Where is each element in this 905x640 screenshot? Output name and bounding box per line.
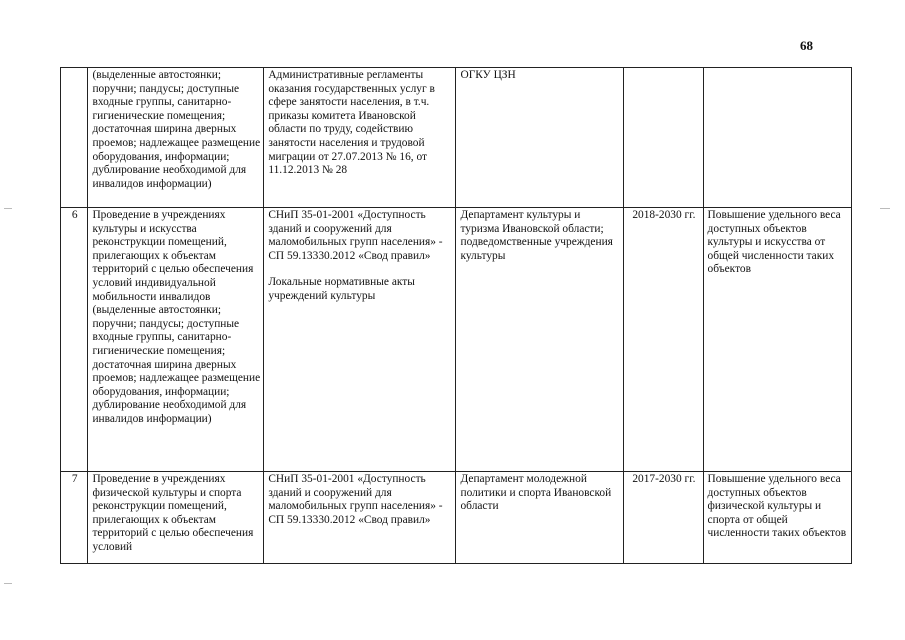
- scan-mark: [4, 208, 12, 209]
- normative-text-local: Локальные нормативные акты учреждений культуры: [268, 276, 415, 302]
- table-row: [61, 472, 852, 564]
- activity-cell: Проведение в учреждениях физической культуры и спорта реконструкции помещений, прилегающих к объектам территорий с целью обеспечения условий: [88, 472, 264, 564]
- activity-cell: (выделенные автостоянки; поручни; пандусы; доступные входные группы, санитарно-гигиенические помещения; достаточная ширина дверных проемов; надлежащее размещение оборудования, информации; дублирование необходимой для инвалидов информации): [88, 68, 264, 208]
- result-cell: [703, 68, 851, 208]
- normative-text: СНиП 35-01-2001 «Доступность зданий и сооружений для маломобильных групп населения» - СП 59.13330.2012 «Свод правил»: [268, 473, 443, 526]
- executor-cell: Департамент культуры и туризма Ивановской области; подведомственные учреждения культуры: [456, 208, 624, 472]
- table-row: [61, 68, 852, 208]
- row-number: [61, 68, 88, 208]
- normative-cell: [264, 472, 456, 564]
- normative-text: СНиП 35-01-2001 «Доступность зданий и сооружений для маломобильных групп населения» - СП 59.13330.2012 «Свод правил»: [268, 209, 443, 262]
- scan-mark: [880, 208, 890, 209]
- period-cell: 2017-2030 гг.: [624, 472, 703, 564]
- period-cell: 2018-2030 гг.: [624, 208, 703, 472]
- row-number: 7: [61, 472, 88, 564]
- scan-mark: [4, 583, 12, 584]
- program-table: [60, 67, 852, 564]
- result-cell: Повышение удельного веса доступных объектов физической культуры и спорта от общей численности таких объектов: [703, 472, 851, 564]
- normative-cell: [264, 208, 456, 472]
- executor-cell: Департамент молодежной политики и спорта Ивановской области: [456, 472, 624, 564]
- activity-cell: Проведение в учреждениях культуры и искусства реконструкции помещений, прилегающих к объектам территорий с целью обеспечения условий индивидуальной мобильности инвалидов (выделенные автостоянки; поручни; пандусы; доступные входные группы, санитарно-гигиенические помещения; достаточная ширина дверных проемов; надлежащее размещение оборудования, информации; дублирование необходимой для инвалидов информации): [88, 208, 264, 472]
- normative-text: Административные регламенты оказания государственных услуг в сфере занятости населения, в т.ч. приказы комитета Ивановской области по труду, содействию занятости населения и трудовой миграции от 27.07.2013 № 16, от 11.12.2013 № 28: [268, 69, 435, 177]
- executor-cell: ОГКУ ЦЗН: [456, 68, 624, 208]
- page-number: 68: [800, 38, 813, 53]
- normative-cell: [264, 68, 456, 208]
- result-cell: Повышение удельного веса доступных объектов культуры и искусства от общей численности таких объектов: [703, 208, 851, 472]
- period-cell: [624, 68, 703, 208]
- table-row: [61, 208, 852, 472]
- row-number: 6: [61, 208, 88, 472]
